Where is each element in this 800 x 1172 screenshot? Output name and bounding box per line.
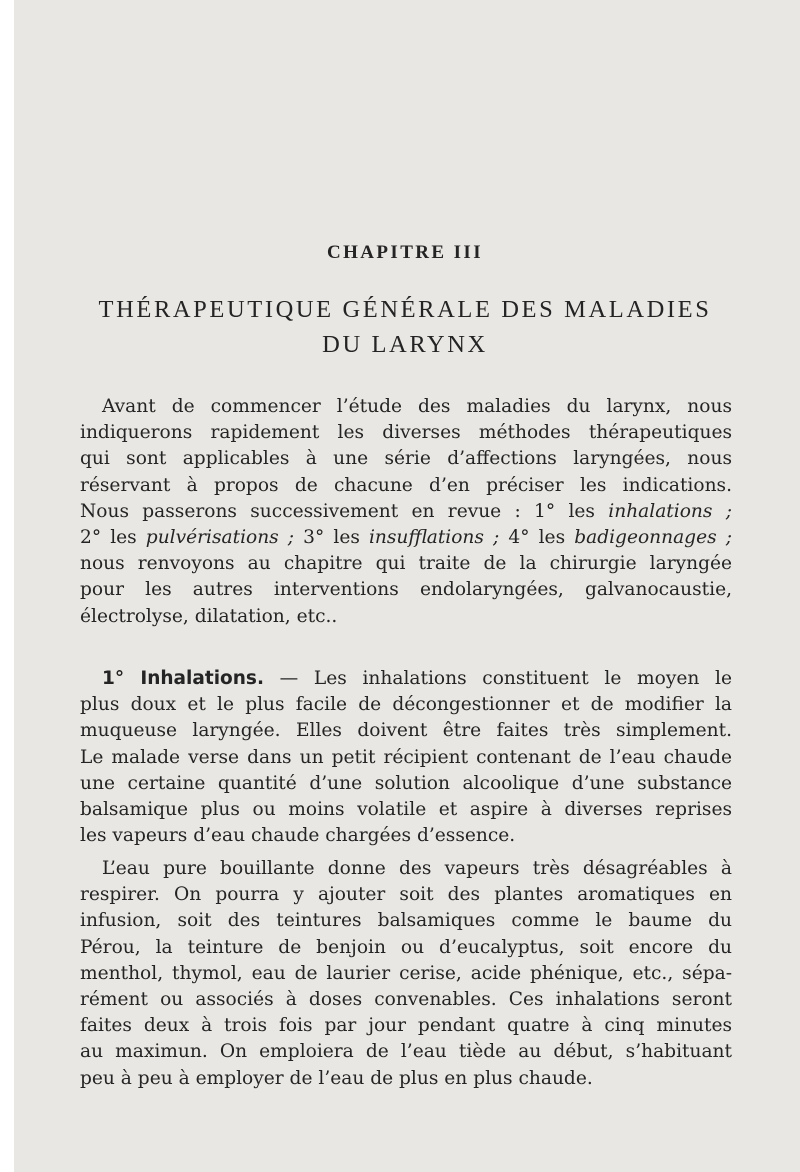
italic-term: pulvérisations ; [145, 527, 295, 549]
text-line: infusion, soit des teintures balsamiques comme le baume du [80, 910, 732, 932]
text-line: au maximun. On emploiera de l’eau tiède au début, s’habituant [80, 1041, 732, 1063]
text-line: qui sont applicables à une série d’affections laryngées, nous [80, 448, 732, 470]
text-run: 3° les [294, 527, 369, 549]
chapter-title-line-1: THÉRAPEUTIQUE GÉNÉRALE DES MALADIES [98, 296, 712, 323]
inhalations-section [80, 666, 732, 849]
text-line: muqueuse laryngée. Elles doivent être faites très simplement. [80, 720, 732, 742]
text-line: rément ou associés à doses convenables. Ces inhalations seront [80, 989, 732, 1011]
text-line: une certaine quantité d’une solution alcoolique d’une substance [80, 772, 732, 794]
text-line [80, 525, 732, 551]
chapter-title-line-2: DU LARYNX [322, 331, 488, 358]
text-run: — Les inhalations constituent le moyen le [263, 668, 732, 689]
text-line: Le malade verse dans un petit récipient contenant de l’eau chaude [80, 746, 732, 768]
italic-term: badigeonnages ; [574, 527, 732, 549]
hot-water-paragraph [80, 856, 732, 1092]
text-run: Nous passerons successivement en revue : 1° les [80, 500, 609, 522]
text-line: pour les autres interventions endolaryngées, galvanocaustie, [80, 579, 732, 601]
chapter-title [70, 292, 740, 362]
italic-term: insufflations ; [368, 527, 500, 549]
text-line: plus doux et le plus facile de décongestionner et de modifier la [80, 694, 732, 716]
section-heading: 1° Inhalations. [102, 668, 264, 689]
text-line: indiquerons rapidement les diverses méthodes thérapeutiques [80, 422, 732, 444]
text-line [80, 499, 732, 525]
text-line: faites deux à trois fois par jour pendant quatre à cinq minutes [80, 1015, 732, 1037]
italic-term: inhalations ; [608, 500, 732, 522]
text-line: balsamique plus ou moins volatile et aspire à diverses reprises [80, 799, 732, 821]
text-line [80, 666, 732, 692]
text-line: respirer. On pourra y ajouter soit des plantes aromatiques en [80, 884, 732, 906]
text-run: 2° les [80, 527, 146, 549]
text-line: réservant à propos de chacune d’en préciser les indications. [80, 474, 732, 496]
chapter-label: CHAPITRE III [326, 242, 484, 263]
page-edge [0, 0, 14, 1172]
text-line: les vapeurs d’eau chaude chargées d’essence. [80, 825, 516, 847]
text-run: 4° les [499, 527, 575, 549]
text-line: peu à peu à employer de l’eau de plus en plus chaude. [80, 1067, 593, 1089]
text-line: Pérou, la teinture de benjoin ou d’eucalyptus, soit encore du [80, 936, 732, 958]
intro-paragraph [80, 394, 732, 630]
text-line: électrolyse, dilatation, etc.. [80, 605, 338, 627]
text-line: nous renvoyons au chapitre qui traite de la chirurgie laryngée [80, 553, 732, 575]
text-line: L’eau pure bouillante donne des vapeurs très désagréables à [102, 858, 732, 879]
text-line: Avant de commencer l’étude des maladies du larynx, nous [102, 396, 732, 417]
text-line: menthol, thymol, eau de laurier cerise, acide phénique, etc., sépa- [80, 962, 732, 984]
